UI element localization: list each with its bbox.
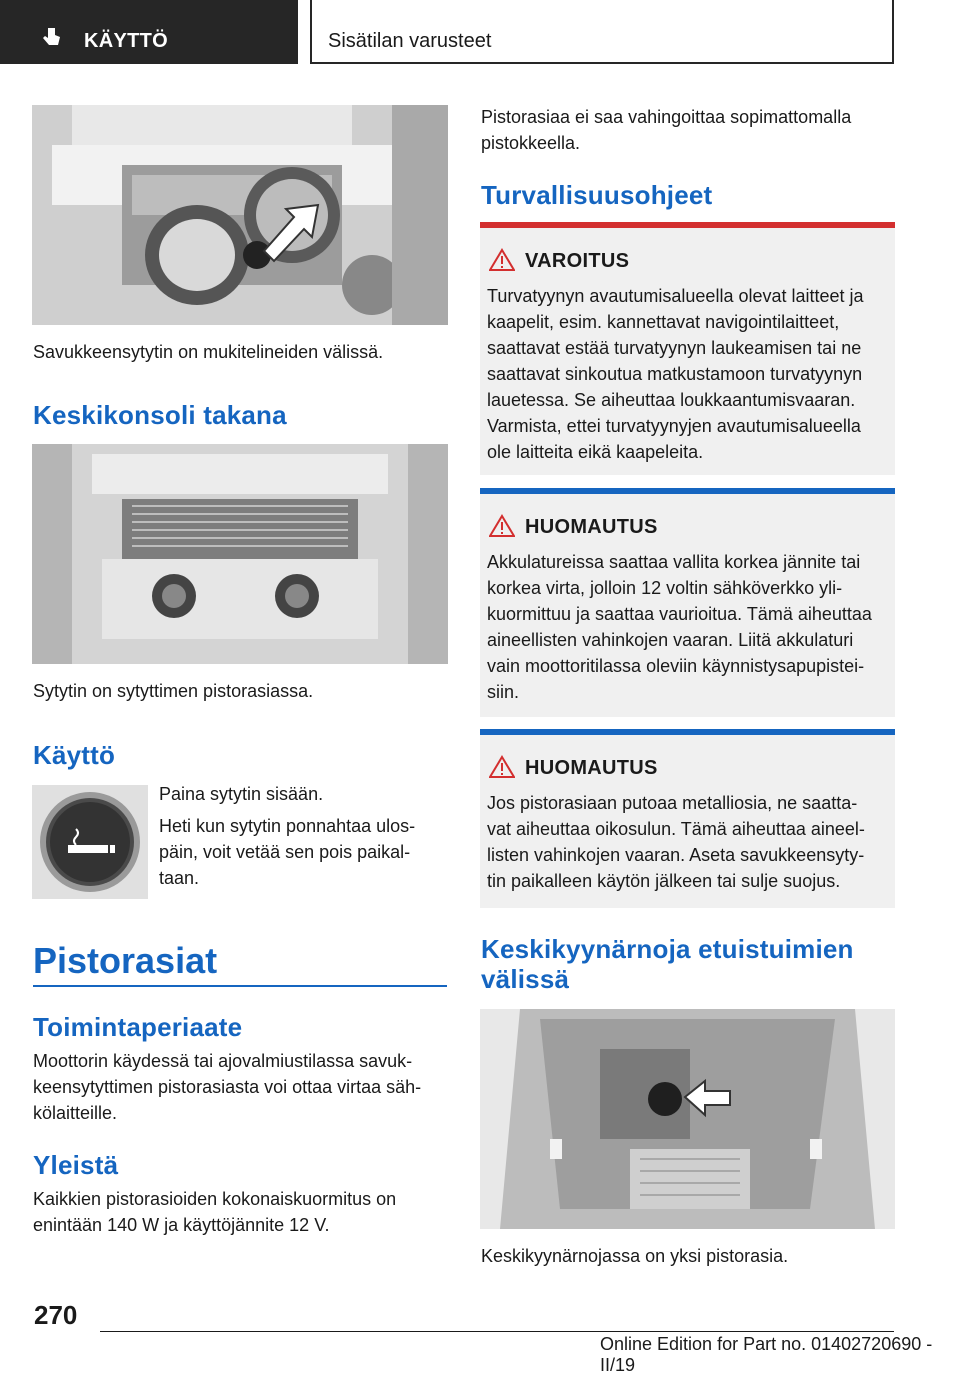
notice-line: Jos pistorasiaan putoaa metalliosia, ne saatta- <box>487 793 858 813</box>
warning-title: VAROITUS <box>525 250 630 272</box>
caption-armrest-socket: Keskikyynärnojassa on yksi pistorasia. <box>481 1246 789 1266</box>
caption-lighter-location: Savukkeensytytin on mukitelineiden välissä. <box>33 342 384 362</box>
intro-text-line2: pistokkeella. <box>481 133 581 153</box>
warning-triangle-icon <box>489 514 515 538</box>
heading-keskikyynarnoja-line1: Keskikyynärnoja etuistuimien <box>481 934 854 964</box>
notice-line: vain moottoritilassa oleviin käynnistysapupistei- <box>487 656 865 676</box>
kaytto-step-press: Paina sytytin sisään. <box>159 784 324 804</box>
warning-triangle-icon <box>489 755 515 779</box>
yleista-text-line2: enintään 140 W ja käyttöjännite 12 V. <box>33 1215 330 1235</box>
intro-text-line1: Pistorasiaa ei saa vahingoittaa sopimattomalla <box>481 107 852 127</box>
notice-box-huomautus-1 <box>480 494 895 717</box>
notice-line: korkea virta, jolloin 12 voltin sähköverkko yli- <box>487 578 843 598</box>
heading-keskikyynarnoja-line2: välissä <box>481 964 570 994</box>
footer-edition: Online Edition for Part no. 01402720690 - II/19 <box>600 1334 933 1375</box>
notice-line: tin paikalleen käytön jälkeen tai sulje suojus. <box>487 871 841 891</box>
toiminta-text-line1: Moottorin käydessä tai ajovalmiustilassa savuk- <box>33 1051 413 1071</box>
warning-triangle-icon <box>489 248 515 272</box>
kaytto-step-remove-line2: päin, voit vetää sen pois paikal- <box>159 842 411 862</box>
armrest-compartment-photo <box>480 1009 895 1229</box>
header-title-tab <box>310 0 894 64</box>
warning-line: Turvatyynyn avautumisalueella olevat laitteet ja <box>487 286 864 306</box>
footer-rule <box>100 1331 894 1332</box>
notice-title: HUOMAUTUS <box>525 757 658 779</box>
warning-box-varoitus <box>480 228 895 475</box>
cigarette-lighter-icon <box>32 785 148 899</box>
heading-kaytto: Käyttö <box>33 740 116 770</box>
warning-line: saattavat estää turvatyynyn laukeamisen tai ne <box>487 338 862 358</box>
yleista-text-line1: Kaikkien pistorasioiden kokonaiskuormitus on <box>33 1189 397 1209</box>
notice-line: kuormittuu ja saattaa vaurioitua. Tämä aiheuttaa <box>487 604 872 624</box>
notice-line: listen vahinkojen vaaran. Aseta savukkeensyty- <box>487 845 865 865</box>
header-section-label: KÄYTTÖ <box>84 30 169 52</box>
heading-turvallisuusohjeet: Turvallisuusohjeet <box>481 180 713 210</box>
notice-line: siin. <box>487 682 520 702</box>
heading-keskikonsoli-takana: Keskikonsoli takana <box>33 400 287 430</box>
cigarette-lighter-icon-image <box>32 785 148 899</box>
toiminta-text-line3: kölaitteille. <box>33 1103 118 1123</box>
warning-line: lauetessa. Se aiheuttaa loukkaantumisvaaran. <box>487 390 856 410</box>
warning-line: ole laitteita eikä kaapeleita. <box>487 442 704 462</box>
notice-line: aineellisten vahinkojen vaaran. Liitä akkulaturi <box>487 630 854 650</box>
heading-yleista: Yleistä <box>33 1150 119 1180</box>
heading-underline <box>33 985 447 987</box>
warning-line: Varmista, ettei turvatyynyjen avautumisalueella <box>487 416 861 436</box>
kaytto-step-remove-line3: taan. <box>159 868 200 888</box>
toiminta-text-line2: keensytyttimen pistorasiasta voi ottaa virtaa säh- <box>33 1077 422 1097</box>
notice-line: Akkulatureissa saattaa vallita korkea jännite tai <box>487 552 861 572</box>
cigarette-lighter-cupholder-photo <box>32 105 448 325</box>
heading-pistorasiat: Pistorasiat <box>33 940 218 981</box>
header-section-tab <box>0 0 298 64</box>
notice-title: HUOMAUTUS <box>525 516 658 538</box>
warning-line: saattavat sinkoutua matkustamoon turvatyynyn <box>487 364 863 384</box>
page-number: 270 <box>34 1300 78 1330</box>
caption-lighter-in-socket: Sytytin on sytyttimen pistorasiassa. <box>33 681 314 701</box>
rear-console-photo <box>32 444 448 664</box>
hand-pointer-icon <box>40 26 62 48</box>
warning-line: kaapelit, esim. kannettavat navigointilaitteet, <box>487 312 840 332</box>
kaytto-step-remove-line1: Heti kun sytytin ponnahtaa ulos- <box>159 816 416 836</box>
header-title: Sisätilan varusteet <box>328 30 492 52</box>
heading-toimintaperiaate: Toimintaperiaate <box>33 1012 243 1042</box>
notice-box-huomautus-2 <box>480 735 895 908</box>
notice-line: vat aiheuttaa oikosulun. Tämä aiheuttaa aineel- <box>487 819 865 839</box>
